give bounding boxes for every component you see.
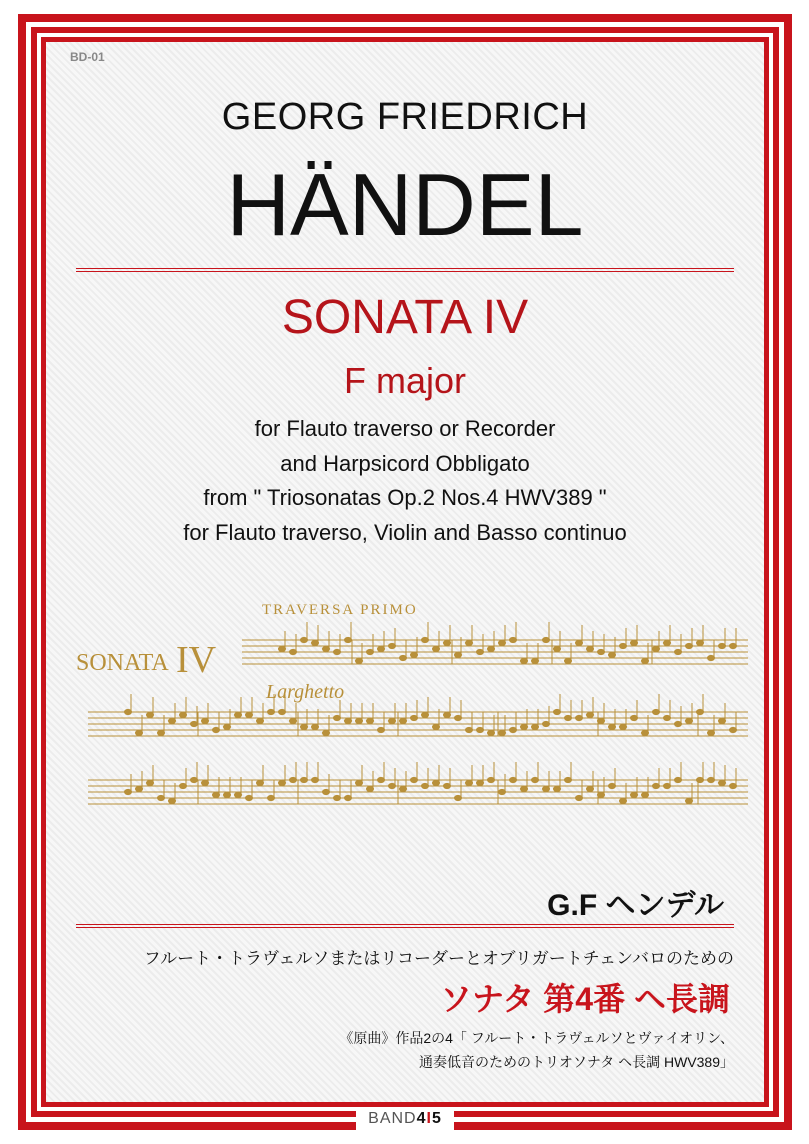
note-head — [653, 783, 660, 788]
note-head — [642, 658, 649, 663]
note-head — [411, 652, 418, 657]
note-head — [598, 792, 605, 797]
note-head — [587, 786, 594, 791]
note-head — [642, 730, 649, 735]
note-head — [554, 646, 561, 651]
score-excerpt-image — [72, 592, 752, 832]
note-head — [554, 709, 561, 714]
note-head — [389, 643, 396, 648]
note-head — [136, 786, 143, 791]
note-head — [367, 649, 374, 654]
note-head — [631, 640, 638, 645]
note-head — [367, 786, 374, 791]
note-head — [400, 655, 407, 660]
note-head — [730, 783, 737, 788]
note-head — [730, 643, 737, 648]
note-head — [620, 724, 627, 729]
note-head — [246, 712, 253, 717]
note-head — [455, 652, 462, 657]
note-head — [708, 730, 715, 735]
composer-last-name: HÄNDEL — [226, 155, 584, 254]
note-head — [521, 724, 528, 729]
note-head — [609, 652, 616, 657]
note-head — [433, 780, 440, 785]
note-head — [697, 640, 704, 645]
subtitle-line: from " Triosonatas Op.2 Nos.4 HWV389 " — [203, 485, 607, 510]
japanese-original-line: 《原曲》作品2の4「 フルート・トラヴェルソとヴァイオリン、 — [339, 1030, 734, 1046]
note-head — [664, 783, 671, 788]
japanese-subtitle: フルート・トラヴェルソまたはリコーダーとオブリガートチェンバロのための — [143, 949, 734, 968]
note-head — [213, 792, 220, 797]
note-head — [521, 786, 528, 791]
note-head — [664, 715, 671, 720]
note-head — [598, 649, 605, 654]
note-head — [301, 637, 308, 642]
note-head — [631, 792, 638, 797]
note-head — [279, 780, 286, 785]
note-head — [620, 643, 627, 648]
note-head — [158, 795, 165, 800]
note-head — [565, 715, 572, 720]
note-head — [719, 718, 726, 723]
note-head — [147, 712, 154, 717]
note-head — [719, 780, 726, 785]
note-head — [466, 727, 473, 732]
note-head — [686, 643, 693, 648]
note-head — [455, 795, 462, 800]
note-head — [488, 646, 495, 651]
note-head — [422, 712, 429, 717]
note-head — [521, 658, 528, 663]
note-head — [675, 777, 682, 782]
note-head — [235, 792, 242, 797]
note-head — [499, 730, 506, 735]
note-head — [675, 649, 682, 654]
note-head — [708, 655, 715, 660]
note-head — [191, 777, 198, 782]
note-head — [334, 715, 341, 720]
note-head — [444, 783, 451, 788]
note-head — [246, 795, 253, 800]
note-head — [532, 777, 539, 782]
doc-code: BD-01 — [70, 50, 105, 64]
publisher-name: BAND — [368, 1110, 417, 1127]
note-head — [301, 724, 308, 729]
sonata-title: SONATA IV — [281, 291, 529, 344]
note-head — [323, 646, 330, 651]
note-head — [653, 646, 660, 651]
note-head — [356, 780, 363, 785]
note-head — [466, 640, 473, 645]
note-head — [543, 637, 550, 642]
note-head — [224, 724, 231, 729]
japanese-original-line: 通奏低音のためのトリオソナタ ヘ長調 HWV389」 — [419, 1054, 734, 1070]
note-head — [356, 718, 363, 723]
part-heading: TRAVERSA PRIMO — [262, 602, 418, 618]
note-head — [444, 640, 451, 645]
note-head — [477, 780, 484, 785]
note-head — [180, 712, 187, 717]
note-head — [631, 715, 638, 720]
note-head — [576, 795, 583, 800]
note-head — [510, 777, 517, 782]
note-head — [191, 721, 198, 726]
note-head — [576, 715, 583, 720]
note-head — [477, 727, 484, 732]
note-head — [488, 777, 495, 782]
publisher-logo: BAND4I5 — [356, 1108, 454, 1130]
note-head — [543, 786, 550, 791]
publisher-digit: 4 — [416, 1110, 427, 1127]
note-head — [532, 724, 539, 729]
note-head — [466, 780, 473, 785]
note-head — [411, 777, 418, 782]
note-head — [620, 798, 627, 803]
note-head — [653, 709, 660, 714]
note-head — [213, 727, 220, 732]
note-head — [169, 798, 176, 803]
divider-bottom — [76, 924, 734, 928]
note-head — [312, 724, 319, 729]
composer-first-name: GEORG FRIEDRICH — [221, 96, 589, 138]
divider-top — [76, 268, 734, 272]
note-head — [565, 658, 572, 663]
note-head — [158, 730, 165, 735]
note-head — [499, 789, 506, 794]
note-head — [279, 709, 286, 714]
note-head — [323, 789, 330, 794]
note-head — [202, 780, 209, 785]
note-head — [378, 777, 385, 782]
note-head — [169, 718, 176, 723]
note-head — [587, 712, 594, 717]
note-head — [345, 637, 352, 642]
note-head — [224, 792, 231, 797]
note-head — [147, 780, 154, 785]
note-head — [598, 718, 605, 723]
note-head — [136, 730, 143, 735]
cover-page — [46, 42, 764, 1102]
note-head — [279, 646, 286, 651]
note-head — [433, 724, 440, 729]
note-head — [565, 777, 572, 782]
note-head — [444, 712, 451, 717]
note-head — [642, 792, 649, 797]
subtitle-line: for Flauto traverso or Recorder — [254, 416, 556, 441]
note-head — [400, 786, 407, 791]
note-head — [422, 783, 429, 788]
note-head — [367, 718, 374, 723]
note-head — [334, 795, 341, 800]
note-head — [510, 637, 517, 642]
note-head — [719, 643, 726, 648]
note-head — [422, 637, 429, 642]
note-head — [664, 640, 671, 645]
note-head — [499, 640, 506, 645]
note-head — [290, 718, 297, 723]
note-head — [125, 789, 132, 794]
note-head — [356, 658, 363, 663]
note-head — [290, 777, 297, 782]
note-head — [389, 718, 396, 723]
note-head — [455, 715, 462, 720]
note-head — [235, 712, 242, 717]
note-head — [730, 727, 737, 732]
note-head — [587, 646, 594, 651]
note-head — [708, 777, 715, 782]
note-head — [532, 658, 539, 663]
subtitle-line: for Flauto traverso, Violin and Basso continuo — [183, 520, 627, 545]
note-head — [477, 649, 484, 654]
note-head — [125, 709, 132, 714]
note-head — [554, 786, 561, 791]
sonata-key: F major — [343, 360, 466, 401]
note-head — [378, 727, 385, 732]
note-head — [312, 640, 319, 645]
note-head — [202, 718, 209, 723]
note-head — [345, 718, 352, 723]
subtitle-line: and Harpsicord Obbligato — [280, 451, 530, 476]
note-head — [257, 780, 264, 785]
note-head — [345, 795, 352, 800]
publisher-digit: 5 — [431, 1110, 442, 1127]
note-head — [543, 721, 550, 726]
note-head — [180, 783, 187, 788]
sonata-label: SONATA — [76, 650, 169, 676]
note-head — [334, 649, 341, 654]
note-head — [268, 709, 275, 714]
note-head — [609, 783, 616, 788]
note-head — [389, 783, 396, 788]
note-head — [488, 730, 495, 735]
note-head — [411, 715, 418, 720]
tempo-marking: Larghetto — [266, 681, 345, 703]
note-head — [576, 640, 583, 645]
japanese-composer: G.F ヘンデル — [547, 889, 724, 922]
note-head — [433, 646, 440, 651]
note-head — [686, 798, 693, 803]
note-head — [510, 727, 517, 732]
note-head — [257, 718, 264, 723]
note-head — [675, 721, 682, 726]
note-head — [686, 718, 693, 723]
note-head — [378, 646, 385, 651]
note-head — [609, 724, 616, 729]
japanese-title: ソナタ 第4番 ヘ長調 — [440, 981, 730, 1017]
note-head — [323, 730, 330, 735]
note-head — [290, 649, 297, 654]
note-head — [312, 777, 319, 782]
note-head — [400, 718, 407, 723]
sonata-numeral: IV — [176, 639, 217, 681]
note-head — [301, 777, 308, 782]
note-head — [268, 795, 275, 800]
